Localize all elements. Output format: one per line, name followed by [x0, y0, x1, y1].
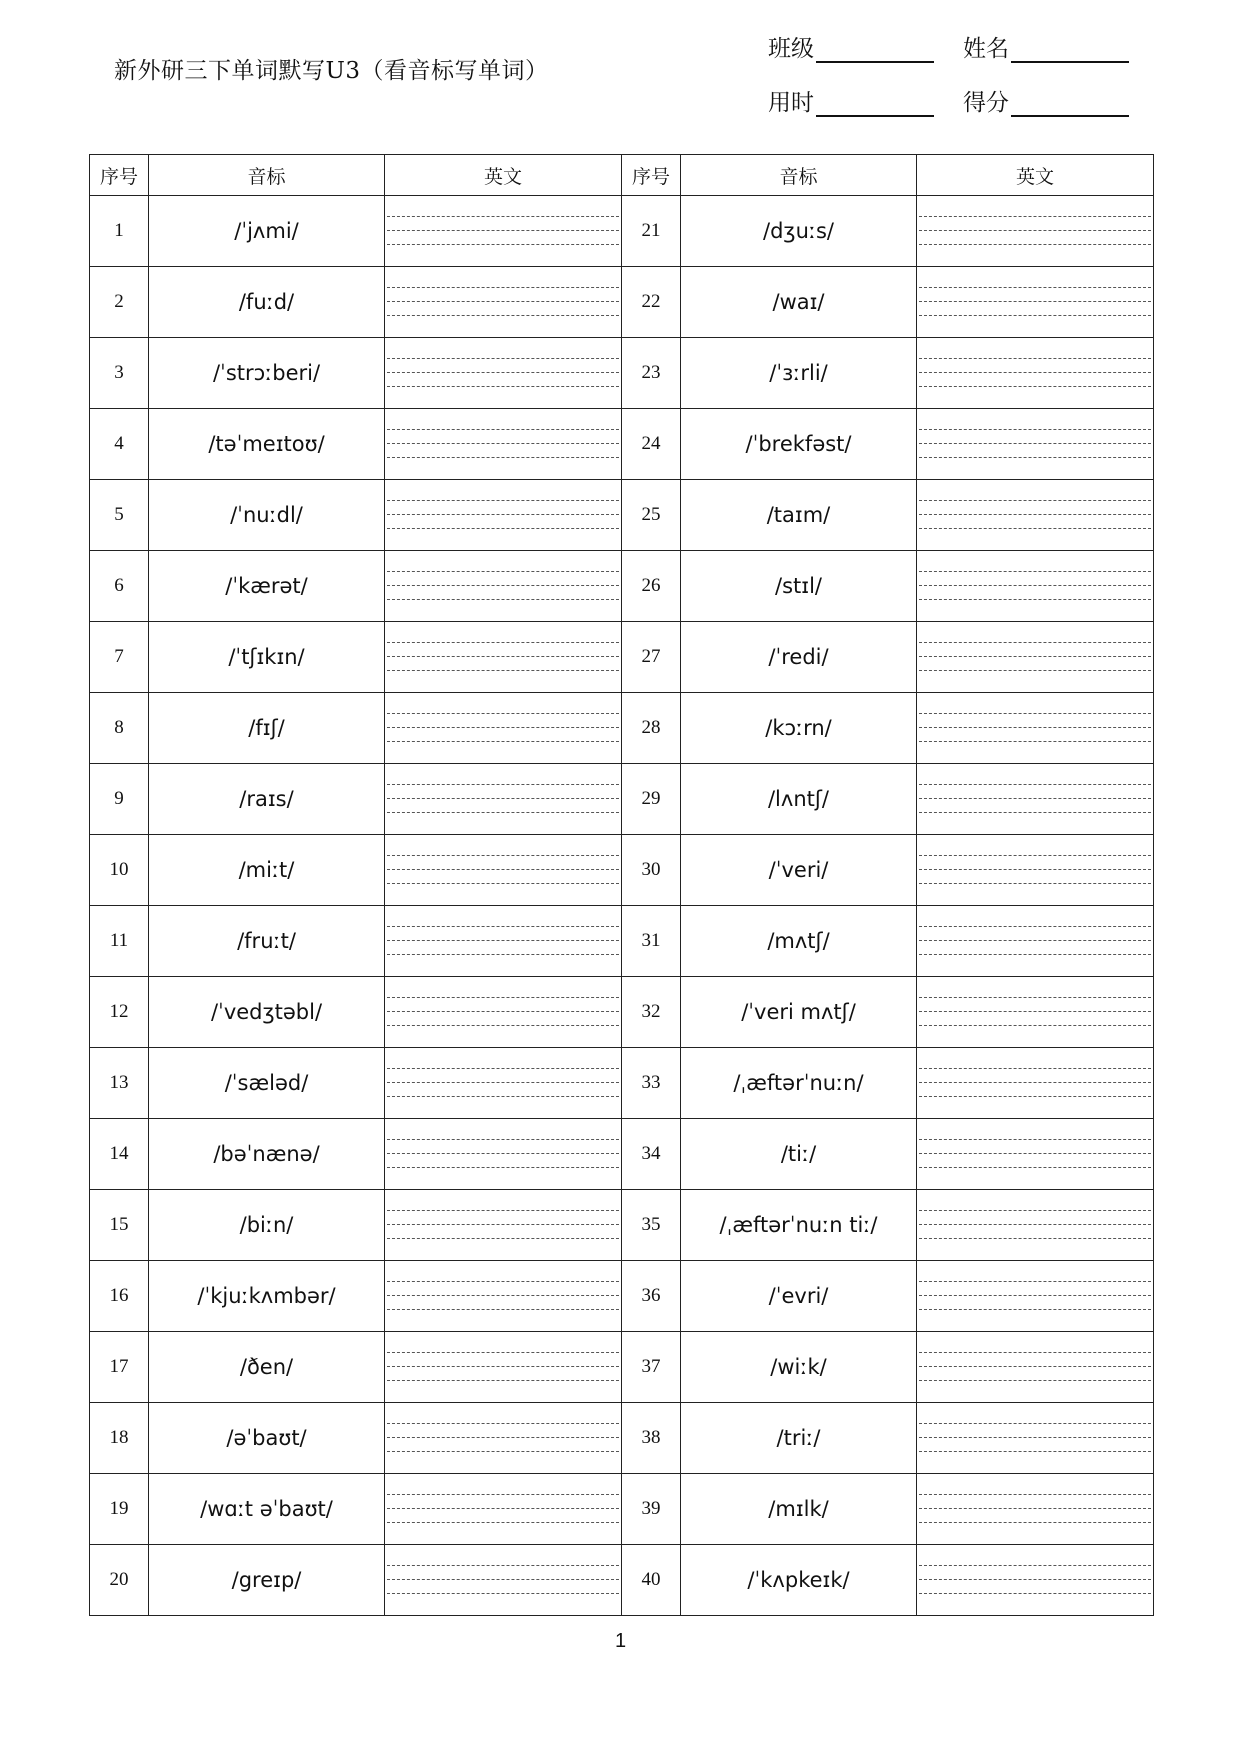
- phonetic-transcription: /ˌæftərˈnuːn/: [681, 1048, 917, 1119]
- phonetic-transcription: /ˈjʌmi/: [149, 196, 385, 267]
- table-row: [90, 267, 1154, 338]
- english-answer-cell[interactable]: [385, 338, 622, 409]
- table-row: [90, 835, 1154, 906]
- time-field[interactable]: [768, 84, 934, 117]
- phonetic-transcription: /taɪm/: [681, 480, 917, 551]
- english-answer-cell[interactable]: [917, 338, 1154, 409]
- writing-guide-line: [919, 528, 1151, 529]
- row-number: 24: [622, 409, 681, 480]
- writing-guide-line: [919, 1494, 1151, 1495]
- name-label: 姓名: [963, 36, 1009, 62]
- writing-guide-line: [387, 713, 619, 714]
- phonetic-transcription: /ˈkʌpkeɪk/: [681, 1545, 917, 1616]
- writing-guide-line: [919, 883, 1151, 884]
- writing-guide-line: [919, 855, 1151, 856]
- writing-guide-line: [919, 372, 1151, 373]
- writing-guide-line: [387, 514, 619, 515]
- writing-guide-line: [919, 287, 1151, 288]
- writing-guide-line: [387, 784, 619, 785]
- writing-guide-line: [387, 1238, 619, 1239]
- english-answer-cell[interactable]: [385, 1474, 622, 1545]
- table-row: [90, 1403, 1154, 1474]
- row-number: 7: [90, 622, 149, 693]
- phonetic-transcription: /əˈbaʊt/: [149, 1403, 385, 1474]
- english-answer-cell[interactable]: [917, 480, 1154, 551]
- writing-guide-line: [387, 1153, 619, 1154]
- english-answer-cell[interactable]: [385, 480, 622, 551]
- phonetic-transcription: /kɔːrn/: [681, 693, 917, 764]
- row-number: 40: [622, 1545, 681, 1616]
- table-row: [90, 551, 1154, 622]
- english-answer-cell[interactable]: [917, 1048, 1154, 1119]
- row-number: 15: [90, 1190, 149, 1261]
- writing-guide-line: [919, 1025, 1151, 1026]
- phonetic-transcription: /ˈsæləd/: [149, 1048, 385, 1119]
- row-number: 8: [90, 693, 149, 764]
- row-number: 28: [622, 693, 681, 764]
- row-number: 32: [622, 977, 681, 1048]
- writing-guide-line: [919, 514, 1151, 515]
- header-ipa: 音标: [681, 155, 917, 196]
- writing-guide-line: [919, 642, 1151, 643]
- writing-guide-line: [387, 1366, 619, 1367]
- writing-guide-line: [387, 1494, 619, 1495]
- writing-guide-line: [919, 1139, 1151, 1140]
- writing-guide-line: [387, 315, 619, 316]
- writing-guide-line: [919, 1210, 1151, 1211]
- row-number: 35: [622, 1190, 681, 1261]
- row-number: 10: [90, 835, 149, 906]
- writing-guide-line: [387, 940, 619, 941]
- english-answer-cell[interactable]: [385, 551, 622, 622]
- phonetic-transcription: /ˈstrɔːberi/: [149, 338, 385, 409]
- english-answer-cell[interactable]: [385, 409, 622, 480]
- table-row: [90, 196, 1154, 267]
- writing-guide-line: [387, 500, 619, 501]
- phonetic-transcription: /ˈbrekfəst/: [681, 409, 917, 480]
- phonetic-transcription: /ˈɜːrli/: [681, 338, 917, 409]
- table-row: [90, 764, 1154, 835]
- writing-guide-line: [919, 1366, 1151, 1367]
- writing-guide-line: [919, 926, 1151, 927]
- writing-guide-line: [387, 855, 619, 856]
- writing-guide-line: [919, 1352, 1151, 1353]
- row-number: 31: [622, 906, 681, 977]
- writing-guide-line: [387, 656, 619, 657]
- english-answer-cell[interactable]: [917, 1119, 1154, 1190]
- phonetic-transcription: /wɑːt əˈbaʊt/: [149, 1474, 385, 1545]
- writing-guide-line: [387, 585, 619, 586]
- phonetic-transcription: /ˈnuːdl/: [149, 480, 385, 551]
- writing-guide-line: [919, 599, 1151, 600]
- writing-guide-line: [387, 571, 619, 572]
- phonetic-transcription: /raɪs/: [149, 764, 385, 835]
- table-row: [90, 622, 1154, 693]
- row-number: 13: [90, 1048, 149, 1119]
- writing-guide-line: [387, 1451, 619, 1452]
- writing-guide-line: [919, 1096, 1151, 1097]
- writing-guide-line: [919, 457, 1151, 458]
- writing-guide-line: [919, 301, 1151, 302]
- english-answer-cell[interactable]: [385, 196, 622, 267]
- writing-guide-line: [919, 1167, 1151, 1168]
- row-number: 36: [622, 1261, 681, 1332]
- writing-guide-line: [919, 1153, 1151, 1154]
- writing-guide-line: [919, 954, 1151, 955]
- writing-guide-line: [919, 670, 1151, 671]
- phonetic-transcription: /mʌtʃ/: [681, 906, 917, 977]
- english-answer-cell[interactable]: [385, 267, 622, 338]
- writing-guide-line: [387, 372, 619, 373]
- table-row: [90, 977, 1154, 1048]
- writing-guide-line: [387, 1380, 619, 1381]
- phonetic-transcription: /triː/: [681, 1403, 917, 1474]
- english-answer-cell[interactable]: [917, 977, 1154, 1048]
- writing-guide-line: [919, 216, 1151, 217]
- row-number: 5: [90, 480, 149, 551]
- row-number: 16: [90, 1261, 149, 1332]
- english-answer-cell[interactable]: [917, 196, 1154, 267]
- writing-guide-line: [387, 1210, 619, 1211]
- row-number: 20: [90, 1545, 149, 1616]
- english-answer-cell[interactable]: [917, 1332, 1154, 1403]
- english-answer-cell[interactable]: [385, 764, 622, 835]
- row-number: 37: [622, 1332, 681, 1403]
- writing-guide-line: [919, 1238, 1151, 1239]
- header-english: 英文: [385, 155, 622, 196]
- writing-guide-line: [387, 1437, 619, 1438]
- english-answer-cell[interactable]: [385, 835, 622, 906]
- table-row: [90, 906, 1154, 977]
- phonetic-transcription: /bəˈnænə/: [149, 1119, 385, 1190]
- writing-guide-line: [919, 315, 1151, 316]
- writing-guide-line: [387, 1281, 619, 1282]
- writing-guide-line: [919, 443, 1151, 444]
- score-blank-line: [1011, 91, 1129, 117]
- writing-guide-line: [387, 528, 619, 529]
- english-answer-cell[interactable]: [917, 906, 1154, 977]
- writing-guide-line: [387, 1522, 619, 1523]
- phonetic-transcription: /ˈveri/: [681, 835, 917, 906]
- page-number: 1: [614, 1630, 627, 1652]
- writing-guide-line: [387, 244, 619, 245]
- writing-guide-line: [919, 1068, 1151, 1069]
- writing-guide-line: [919, 1011, 1151, 1012]
- english-answer-cell[interactable]: [917, 1403, 1154, 1474]
- row-number: 25: [622, 480, 681, 551]
- writing-guide-line: [387, 599, 619, 600]
- writing-guide-line: [919, 784, 1151, 785]
- table-row: [90, 1332, 1154, 1403]
- writing-guide-line: [919, 656, 1151, 657]
- row-number: 22: [622, 267, 681, 338]
- writing-guide-line: [387, 926, 619, 927]
- phonetic-transcription: /stɪl/: [681, 551, 917, 622]
- table-row: [90, 1119, 1154, 1190]
- writing-guide-line: [919, 741, 1151, 742]
- writing-guide-line: [919, 798, 1151, 799]
- row-number: 12: [90, 977, 149, 1048]
- english-answer-cell[interactable]: [917, 835, 1154, 906]
- writing-guide-line: [387, 670, 619, 671]
- writing-guide-line: [919, 244, 1151, 245]
- name-blank-line: [1011, 37, 1129, 63]
- row-number: 29: [622, 764, 681, 835]
- writing-guide-line: [387, 443, 619, 444]
- writing-guide-line: [387, 1423, 619, 1424]
- vocab-table: [89, 154, 1154, 1616]
- row-number: 6: [90, 551, 149, 622]
- writing-guide-line: [919, 713, 1151, 714]
- writing-guide-line: [387, 1082, 619, 1083]
- english-answer-cell[interactable]: [385, 1332, 622, 1403]
- english-answer-cell[interactable]: [917, 1261, 1154, 1332]
- writing-guide-line: [387, 1295, 619, 1296]
- name-field[interactable]: [963, 30, 1129, 63]
- writing-guide-line: [919, 1224, 1151, 1225]
- row-number: 3: [90, 338, 149, 409]
- writing-guide-line: [387, 1167, 619, 1168]
- table-row: [90, 338, 1154, 409]
- writing-guide-line: [919, 1082, 1151, 1083]
- writing-guide-line: [387, 386, 619, 387]
- writing-guide-line: [387, 301, 619, 302]
- writing-guide-line: [919, 1593, 1151, 1594]
- english-answer-cell[interactable]: [385, 977, 622, 1048]
- row-number: 1: [90, 196, 149, 267]
- phonetic-transcription: /fɪʃ/: [149, 693, 385, 764]
- writing-guide-line: [387, 1565, 619, 1566]
- table-row: [90, 1190, 1154, 1261]
- row-number: 4: [90, 409, 149, 480]
- english-answer-cell[interactable]: [385, 1403, 622, 1474]
- writing-guide-line: [919, 997, 1151, 998]
- writing-guide-line: [919, 1281, 1151, 1282]
- writing-guide-line: [387, 1025, 619, 1026]
- writing-guide-line: [919, 1437, 1151, 1438]
- row-number: 33: [622, 1048, 681, 1119]
- writing-guide-line: [387, 798, 619, 799]
- phonetic-transcription: /təˈmeɪtoʊ/: [149, 409, 385, 480]
- phonetic-transcription: /ˈvedʒtəbl/: [149, 977, 385, 1048]
- writing-guide-line: [919, 1508, 1151, 1509]
- phonetic-transcription: /dʒuːs/: [681, 196, 917, 267]
- writing-guide-line: [919, 585, 1151, 586]
- score-label: 得分: [963, 90, 1009, 116]
- table-row: [90, 693, 1154, 764]
- writing-guide-line: [919, 940, 1151, 941]
- writing-guide-line: [387, 1096, 619, 1097]
- writing-guide-line: [387, 358, 619, 359]
- english-answer-cell[interactable]: [917, 409, 1154, 480]
- english-answer-cell[interactable]: [385, 1048, 622, 1119]
- phonetic-transcription: /tiː/: [681, 1119, 917, 1190]
- writing-guide-line: [919, 429, 1151, 430]
- phonetic-transcription: /ˈtʃɪkɪn/: [149, 622, 385, 693]
- english-answer-cell[interactable]: [385, 1545, 622, 1616]
- writing-guide-line: [919, 1451, 1151, 1452]
- header-no: 序号: [622, 155, 681, 196]
- writing-guide-line: [387, 429, 619, 430]
- writing-guide-line: [919, 869, 1151, 870]
- writing-guide-line: [387, 1593, 619, 1594]
- row-number: 27: [622, 622, 681, 693]
- english-answer-cell[interactable]: [917, 1545, 1154, 1616]
- phonetic-transcription: /ðen/: [149, 1332, 385, 1403]
- row-number: 38: [622, 1403, 681, 1474]
- phonetic-transcription: /ˌæftərˈnuːn tiː/: [681, 1190, 917, 1261]
- english-answer-cell[interactable]: [385, 1261, 622, 1332]
- writing-guide-line: [387, 1011, 619, 1012]
- phonetic-transcription: /biːn/: [149, 1190, 385, 1261]
- writing-guide-line: [387, 216, 619, 217]
- writing-guide-line: [387, 741, 619, 742]
- class-blank-line: [816, 37, 934, 63]
- phonetic-transcription: /ˈkærət/: [149, 551, 385, 622]
- phonetic-transcription: /greɪp/: [149, 1545, 385, 1616]
- writing-guide-line: [919, 230, 1151, 231]
- class-field[interactable]: [768, 30, 934, 63]
- row-number: 23: [622, 338, 681, 409]
- table-row: [90, 1474, 1154, 1545]
- writing-guide-line: [919, 1423, 1151, 1424]
- time-label: 用时: [768, 90, 814, 116]
- phonetic-transcription: /ˈkjuːkʌmbər/: [149, 1261, 385, 1332]
- time-blank-line: [816, 91, 934, 117]
- english-answer-cell[interactable]: [917, 622, 1154, 693]
- english-answer-cell[interactable]: [385, 622, 622, 693]
- writing-guide-line: [919, 571, 1151, 572]
- phonetic-transcription: /ˈredi/: [681, 622, 917, 693]
- writing-guide-line: [919, 1522, 1151, 1523]
- writing-guide-line: [919, 1565, 1151, 1566]
- header-english: 英文: [917, 155, 1154, 196]
- writing-guide-line: [387, 230, 619, 231]
- writing-guide-line: [919, 727, 1151, 728]
- english-answer-cell[interactable]: [917, 1474, 1154, 1545]
- writing-guide-line: [387, 997, 619, 998]
- row-number: 39: [622, 1474, 681, 1545]
- english-answer-cell[interactable]: [917, 693, 1154, 764]
- row-number: 17: [90, 1332, 149, 1403]
- phonetic-transcription: /lʌntʃ/: [681, 764, 917, 835]
- row-number: 19: [90, 1474, 149, 1545]
- score-field[interactable]: [963, 84, 1129, 117]
- phonetic-transcription: /fruːt/: [149, 906, 385, 977]
- row-number: 9: [90, 764, 149, 835]
- row-number: 2: [90, 267, 149, 338]
- english-answer-cell[interactable]: [917, 267, 1154, 338]
- writing-guide-line: [387, 457, 619, 458]
- writing-guide-line: [387, 1352, 619, 1353]
- english-answer-cell[interactable]: [917, 764, 1154, 835]
- phonetic-transcription: /wiːk/: [681, 1332, 917, 1403]
- english-answer-cell[interactable]: [385, 693, 622, 764]
- table-row: [90, 480, 1154, 551]
- phonetic-transcription: /waɪ/: [681, 267, 917, 338]
- english-answer-cell[interactable]: [385, 1119, 622, 1190]
- row-number: 11: [90, 906, 149, 977]
- phonetic-transcription: /mɪlk/: [681, 1474, 917, 1545]
- writing-guide-line: [919, 1380, 1151, 1381]
- english-answer-cell[interactable]: [385, 906, 622, 977]
- writing-guide-line: [387, 812, 619, 813]
- writing-guide-line: [919, 1579, 1151, 1580]
- writing-guide-line: [387, 642, 619, 643]
- table-row: [90, 1545, 1154, 1616]
- phonetic-transcription: /fuːd/: [149, 267, 385, 338]
- worksheet-title: 新外研三下单词默写U3（看音标写单词）: [114, 58, 549, 84]
- row-number: 14: [90, 1119, 149, 1190]
- table-header-row: [90, 155, 1154, 196]
- writing-guide-line: [387, 727, 619, 728]
- english-answer-cell[interactable]: [385, 1190, 622, 1261]
- writing-guide-line: [387, 1139, 619, 1140]
- row-number: 21: [622, 196, 681, 267]
- row-number: 26: [622, 551, 681, 622]
- table-row: [90, 1261, 1154, 1332]
- row-number: 34: [622, 1119, 681, 1190]
- phonetic-transcription: /ˈveri mʌtʃ/: [681, 977, 917, 1048]
- english-answer-cell[interactable]: [917, 551, 1154, 622]
- header-no: 序号: [90, 155, 149, 196]
- writing-guide-line: [919, 500, 1151, 501]
- writing-guide-line: [387, 883, 619, 884]
- writing-guide-line: [387, 954, 619, 955]
- row-number: 18: [90, 1403, 149, 1474]
- writing-guide-line: [919, 1295, 1151, 1296]
- writing-guide-line: [387, 1224, 619, 1225]
- writing-guide-line: [387, 1508, 619, 1509]
- english-answer-cell[interactable]: [917, 1190, 1154, 1261]
- writing-guide-line: [387, 1068, 619, 1069]
- writing-guide-line: [919, 812, 1151, 813]
- writing-guide-line: [387, 869, 619, 870]
- table-row: [90, 1048, 1154, 1119]
- phonetic-transcription: /miːt/: [149, 835, 385, 906]
- writing-guide-line: [919, 386, 1151, 387]
- header-ipa: 音标: [149, 155, 385, 196]
- phonetic-transcription: /ˈevri/: [681, 1261, 917, 1332]
- writing-guide-line: [919, 358, 1151, 359]
- class-label: 班级: [768, 36, 814, 62]
- row-number: 30: [622, 835, 681, 906]
- writing-guide-line: [387, 1579, 619, 1580]
- writing-guide-line: [919, 1309, 1151, 1310]
- writing-guide-line: [387, 1309, 619, 1310]
- table-row: [90, 409, 1154, 480]
- writing-guide-line: [387, 287, 619, 288]
